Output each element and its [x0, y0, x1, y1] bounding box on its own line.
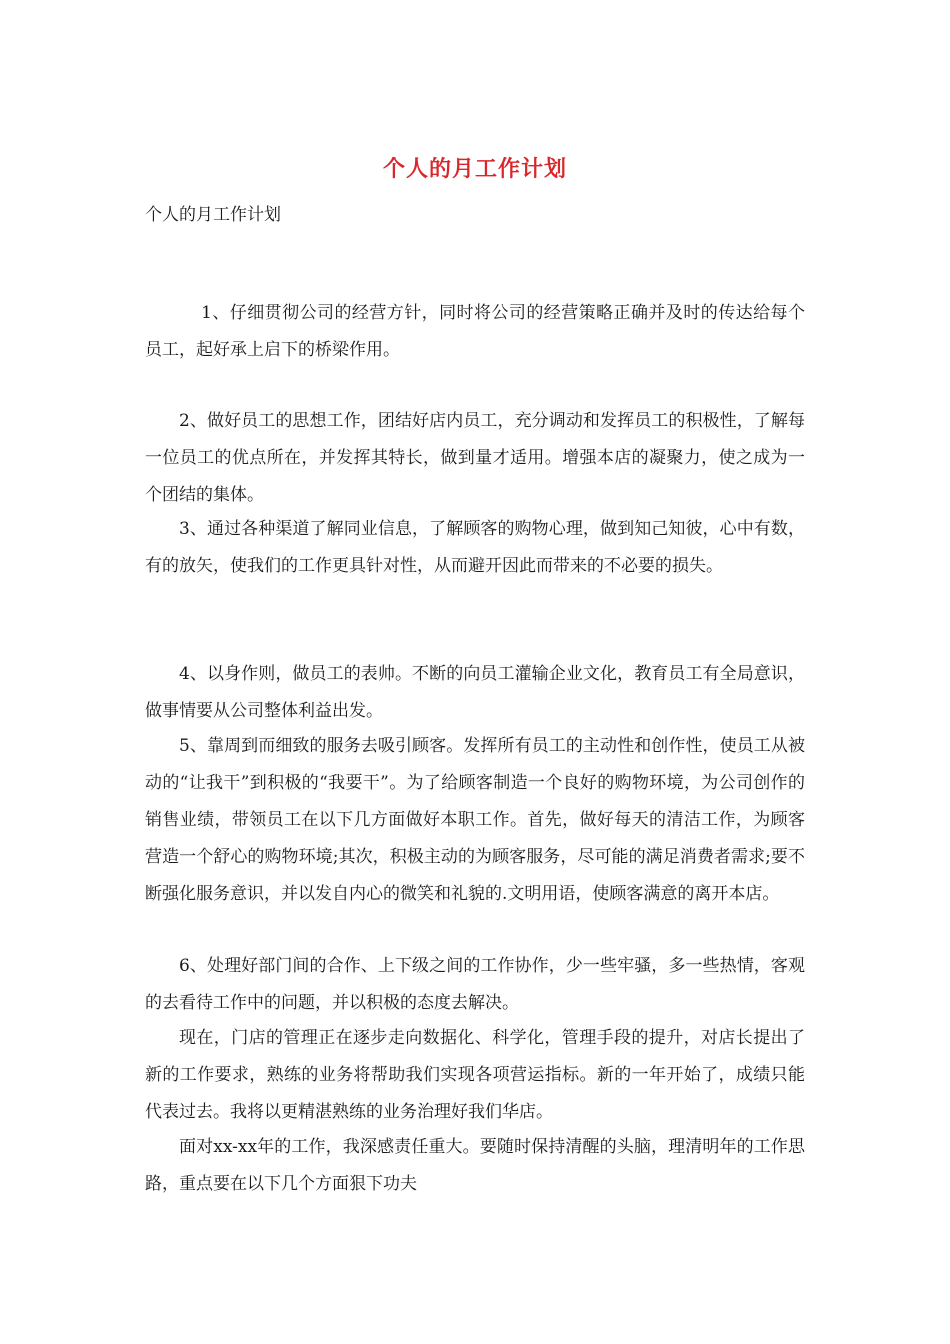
paragraph-1: 1、仔细贯彻公司的经营方针，同时将公司的经营策略正确并及时的传达给每个员工，起好承上启下的桥梁作用。 [145, 303, 805, 360]
paragraph-2: 2、做好员工的思想工作，团结好店内员工，充分调动和发挥员工的积极性，了解每一位员工的优点所在，并发挥其特长，做到量才适用。增强本店的凝聚力，使之成为一个团结的集体。 [145, 411, 805, 505]
document-title: 个人的月工作计划 [382, 156, 567, 182]
paragraph-6: 6、处理好部门间的合作、上下级之间的工作协作，少一些牢骚，多一些热情，客观的去看待工作中的问题，并以积极的态度去解决。 [145, 956, 805, 1013]
paragraph-5: 5、靠周到而细致的服务去吸引顾客。发挥所有员工的主动性和创作性，使员工从被动的“让我干”到积极的“我要干”。为了给顾客制造一个良好的购物环境，为公司创作的销售业绩，带领员工在以下几方面做好本职工作。首先，做好每天的清洁工作，为顾客营造一个舒心的购物环境;其次，积极主动的为顾客服务，尽可能的满足消费者需求;要不断强化服务意识，并以发自内心的微笑和礼貌的.文明用语，使顾客满意的离开本店。 [145, 736, 805, 904]
document-subtitle: 个人的月工作计划 [145, 205, 281, 225]
paragraph-8: 面对xx-xx年的工作，我深感责任重大。要随时保持清醒的头脑，理清明年的工作思路，重点要在以下几个方面狠下功夫 [145, 1137, 805, 1194]
paragraph-4: 4、以身作则，做员工的表帅。不断的向员工灌输企业文化，教育员工有全局意识，做事情要从公司整体利益出发。 [145, 664, 805, 721]
paragraph-3: 3、通过各种渠道了解同业信息，了解顾客的购物心理，做到知己知彼，心中有数，有的放矢，使我们的工作更具针对性，从而避开因此而带来的不必要的损失。 [145, 519, 805, 576]
paragraph-7: 现在，门店的管理正在逐步走向数据化、科学化，管理手段的提升，对店长提出了新的工作要求，熟练的业务将帮助我们实现各项营运指标。新的一年开始了，成绩只能代表过去。我将以更精湛熟练的业务治理好我们华店。 [145, 1028, 805, 1122]
